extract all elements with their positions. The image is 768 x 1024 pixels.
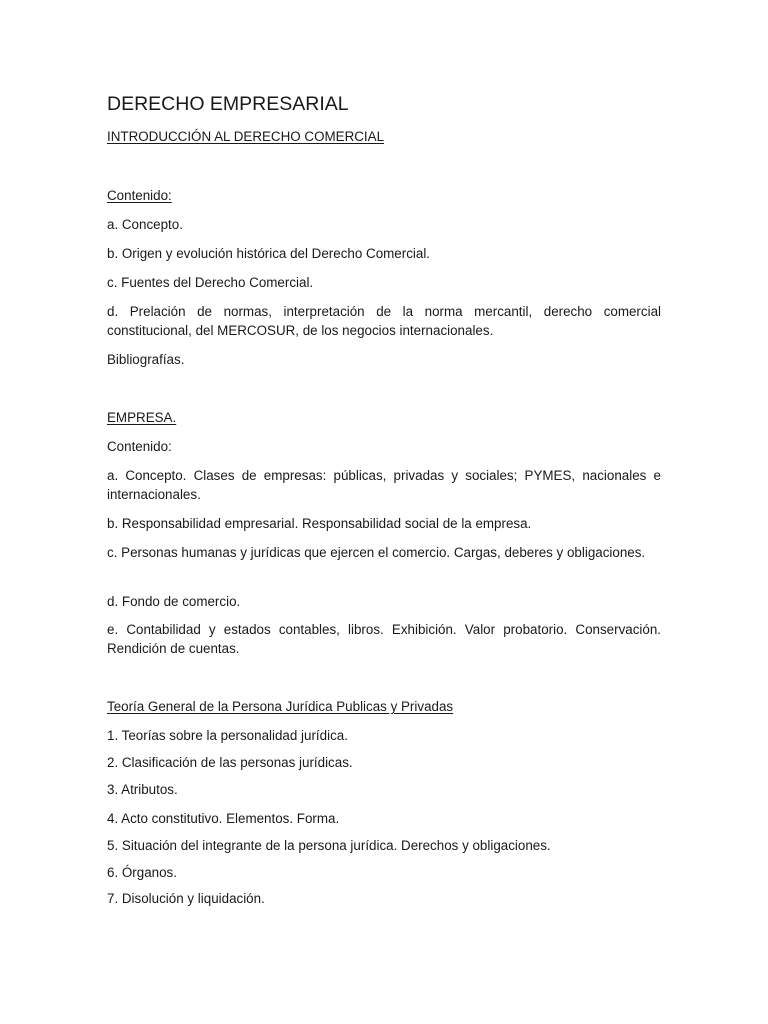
list-item: b. Origen y evolución histórica del Derecho Comercial. (107, 246, 431, 261)
bibliography-label: Bibliografías. (107, 352, 185, 367)
list-item: c. Fuentes del Derecho Comercial. (107, 275, 314, 290)
list-item: c. Personas humanas y jurídicas que ejercen el comercio. Cargas, deberes y obligaciones. (107, 545, 646, 560)
list-item: d. Prelación de normas, interpretación de la norma mercantil, derecho comercial constitucional, del MERCOSUR, de los negocios internacionales. (107, 304, 661, 338)
list-item: 6. Órganos. (107, 865, 177, 880)
contents-label: Contenido: (107, 439, 172, 454)
list-item: 7. Disolución y liquidación. (107, 891, 265, 906)
section-heading-introduccion: INTRODUCCIÓN AL DERECHO COMERCIAL (107, 129, 385, 144)
list-item: d. Fondo de comercio. (107, 594, 241, 609)
list-item: e. Contabilidad y estados contables, libros. Exhibición. Valor probatorio. Conservación. Rendición de cuentas. (107, 622, 661, 656)
section-heading-persona-juridica: Teoría General de la Persona Jurídica Publicas y Privadas (107, 699, 454, 714)
list-item: 3. Atributos. (107, 782, 178, 797)
list-item: 1. Teorías sobre la personalidad jurídica. (107, 728, 348, 743)
list-item: a. Concepto. Clases de empresas: públicas, privadas y sociales; PYMES, nacionales e internacionales. (107, 468, 661, 502)
list-item: a. Concepto. (107, 217, 183, 232)
document-title: DERECHO EMPRESARIAL (107, 93, 349, 115)
contents-label: Contenido: (107, 188, 172, 203)
list-item: 2. Clasificación de las personas jurídicas. (107, 755, 353, 770)
list-item: 5. Situación del integrante de la persona jurídica. Derechos y obligaciones. (107, 838, 551, 853)
list-item: b. Responsabilidad empresarial. Responsabilidad social de la empresa. (107, 516, 532, 531)
section-heading-empresa: EMPRESA. (107, 410, 177, 425)
list-item: 4. Acto constitutivo. Elementos. Forma. (107, 811, 340, 826)
